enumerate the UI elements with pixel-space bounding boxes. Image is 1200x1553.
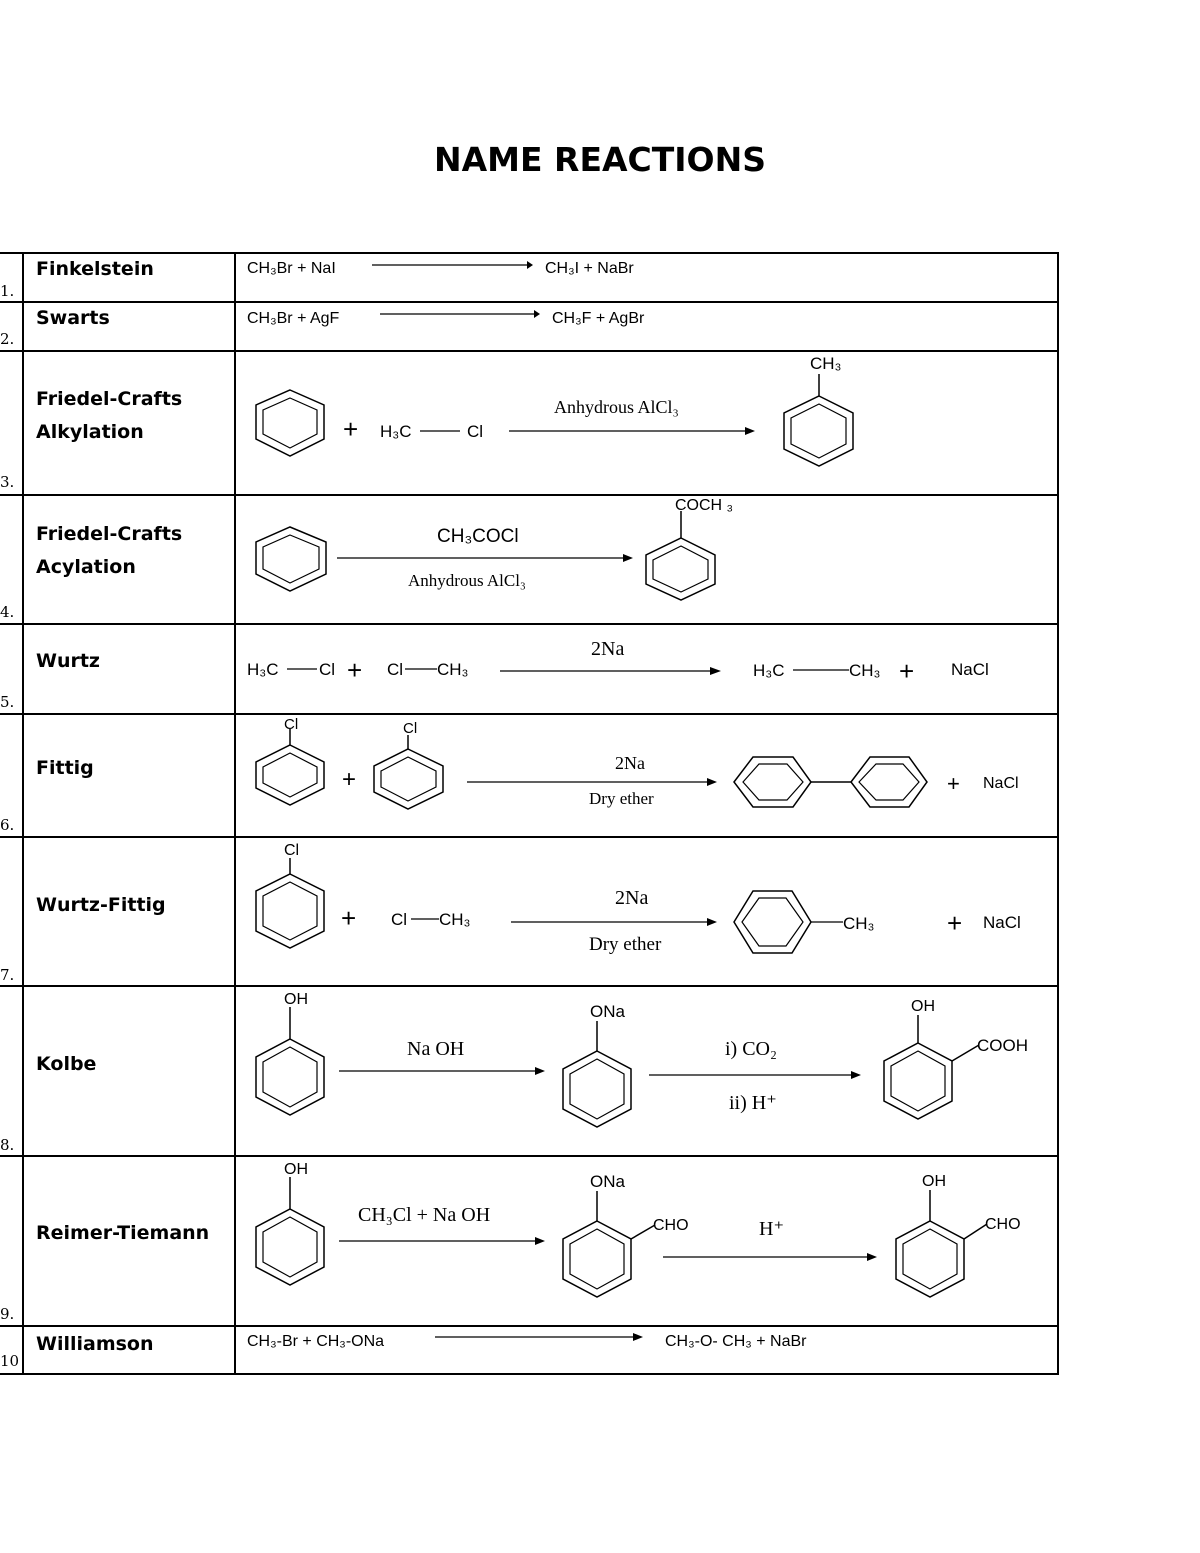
formula: OH <box>922 1173 946 1190</box>
benzene-ring <box>256 390 324 456</box>
formula: CH₃ <box>439 910 471 929</box>
reaction-equation <box>237 625 1057 713</box>
formula: CHO <box>985 1216 1021 1233</box>
reaction-name-line: Finkelstein <box>36 258 154 280</box>
reagent-label: Dry ether <box>589 789 654 808</box>
reaction-name <box>36 752 94 785</box>
reagent-label: ii) H⁺ <box>729 1092 777 1114</box>
equation-text: CH₃-Br + CH₃-ONa <box>247 1333 385 1350</box>
reaction-name-line: Alkylation <box>36 421 144 443</box>
reagent-label: 2Na <box>615 887 649 909</box>
formula: COCH ₃ <box>675 497 734 514</box>
reaction-name <box>36 518 182 584</box>
row-number: 7. <box>0 966 15 984</box>
reaction-name-line: Wurtz-Fittig <box>36 894 166 916</box>
formula: H₃C <box>753 661 785 680</box>
formula: H₃C <box>247 660 279 679</box>
reaction-name <box>36 645 100 678</box>
formula: H₃C <box>380 422 412 441</box>
formula: COOH <box>977 1036 1028 1055</box>
reaction-equation <box>237 254 1057 301</box>
reagent-label: 2Na <box>591 638 625 660</box>
salicylic-acid-ring <box>884 1043 952 1119</box>
equation-text: CH₃Br + AgF <box>247 310 340 327</box>
reagent-label: CH₃COCl <box>437 526 519 547</box>
reaction-name <box>36 383 182 449</box>
formula: Cl <box>284 842 300 859</box>
row-number: 10 <box>0 1352 20 1370</box>
salicylaldehyde-ring <box>896 1221 964 1297</box>
plus-sign: + <box>947 771 960 796</box>
plus-sign: + <box>899 656 915 686</box>
formula: CH₃ <box>849 661 881 680</box>
phenol-ring <box>256 1039 324 1115</box>
formula: CH₃ <box>437 660 469 679</box>
formula: NaCl <box>983 775 1019 792</box>
reaction-equation <box>237 715 1057 836</box>
formula: CH₃ <box>810 354 842 373</box>
reaction-name-line: Wurtz <box>36 650 100 672</box>
formula: Cl <box>284 716 299 733</box>
table-border <box>0 1373 1059 1375</box>
reaction-equation <box>237 496 1057 623</box>
reagent-label: Na OH <box>407 1038 465 1060</box>
plus-sign: + <box>947 908 963 938</box>
reaction-name-line: Williamson <box>36 1333 154 1355</box>
row-number: 1. <box>0 282 15 300</box>
biphenyl <box>734 757 927 807</box>
row-number: 2. <box>0 330 15 348</box>
reaction-name <box>36 1328 154 1361</box>
reaction-equation <box>237 1157 1057 1325</box>
reagent-label: 2Na <box>615 753 645 773</box>
reagent-label: H⁺ <box>759 1218 784 1240</box>
reagent-label: Anhydrous AlCl₃ <box>408 571 526 590</box>
plus-sign: + <box>341 903 357 933</box>
reaction-name-line: Kolbe <box>36 1053 97 1075</box>
reaction-equation <box>237 838 1057 985</box>
table-border <box>234 252 236 1375</box>
row-number: 5. <box>0 693 15 711</box>
formula: OH <box>284 1161 308 1178</box>
reaction-equation <box>237 352 1057 494</box>
reaction-name-line: Reimer-Tiemann <box>36 1222 210 1244</box>
sodium-phenoxide-ring <box>563 1221 631 1297</box>
reaction-name <box>36 1217 209 1250</box>
reaction-name <box>36 1048 96 1081</box>
page-title: NAME REACTIONS <box>434 140 766 179</box>
toluene-ring <box>784 396 853 466</box>
formula: ONa <box>590 1002 625 1021</box>
reaction-name-line: Fittig <box>36 757 94 779</box>
plus-sign: + <box>343 414 359 444</box>
row-number: 6. <box>0 816 15 834</box>
formula: NaCl <box>951 660 989 679</box>
formula: Cl <box>467 422 484 441</box>
table-border <box>22 252 24 1375</box>
chlorobenzene-ring <box>374 749 443 809</box>
formula: CH₃ <box>843 914 875 933</box>
reaction-equation <box>237 1327 1057 1373</box>
formula: Cl <box>391 910 408 929</box>
reaction-name-line: Friedel-Crafts <box>36 388 183 410</box>
equation-text: CH₃F + AgBr <box>552 310 645 327</box>
reaction-name <box>36 302 110 335</box>
reagent-label: i) CO₂ <box>725 1038 777 1060</box>
reaction-equation <box>237 987 1057 1155</box>
formula: Cl <box>319 660 336 679</box>
reaction-name <box>36 253 154 286</box>
table-border <box>1057 252 1059 1375</box>
plus-sign: + <box>347 655 363 685</box>
formula: OH <box>284 991 308 1008</box>
reagent-label: Anhydrous AlCl₃ <box>554 397 679 417</box>
reaction-name-line: Acylation <box>36 556 136 578</box>
equation-text: CH₃I + NaBr <box>545 260 634 277</box>
row-number: 8. <box>0 1136 15 1154</box>
reaction-name-line: Swarts <box>36 307 110 329</box>
phenol-ring <box>256 1209 324 1285</box>
chlorobenzene-ring <box>256 874 324 948</box>
reaction-equation <box>237 303 1057 350</box>
row-number: 4. <box>0 603 15 621</box>
sodium-phenoxide-ring <box>563 1051 631 1127</box>
formula: CHO <box>653 1217 689 1234</box>
reagent-label: Dry ether <box>589 934 662 955</box>
equation-text: CH₃-O- CH₃ + NaBr <box>665 1333 807 1350</box>
formula: OH <box>911 998 935 1015</box>
reaction-name <box>36 889 166 922</box>
reagent-label: CH₃Cl + Na OH <box>358 1204 491 1226</box>
formula: Cl <box>403 720 418 737</box>
acetophenone-ring <box>646 538 715 600</box>
formula: ONa <box>590 1172 625 1191</box>
formula: NaCl <box>983 913 1021 932</box>
plus-sign: + <box>342 766 357 793</box>
toluene-ring <box>734 891 811 953</box>
reaction-name-line: Friedel-Crafts <box>36 523 183 545</box>
row-number: 3. <box>0 473 15 491</box>
equation-text: CH₃Br + NaI <box>247 260 336 277</box>
formula: Cl <box>387 660 404 679</box>
chlorobenzene-ring <box>256 745 324 805</box>
row-number: 9. <box>0 1305 15 1323</box>
benzene-ring <box>256 527 326 591</box>
